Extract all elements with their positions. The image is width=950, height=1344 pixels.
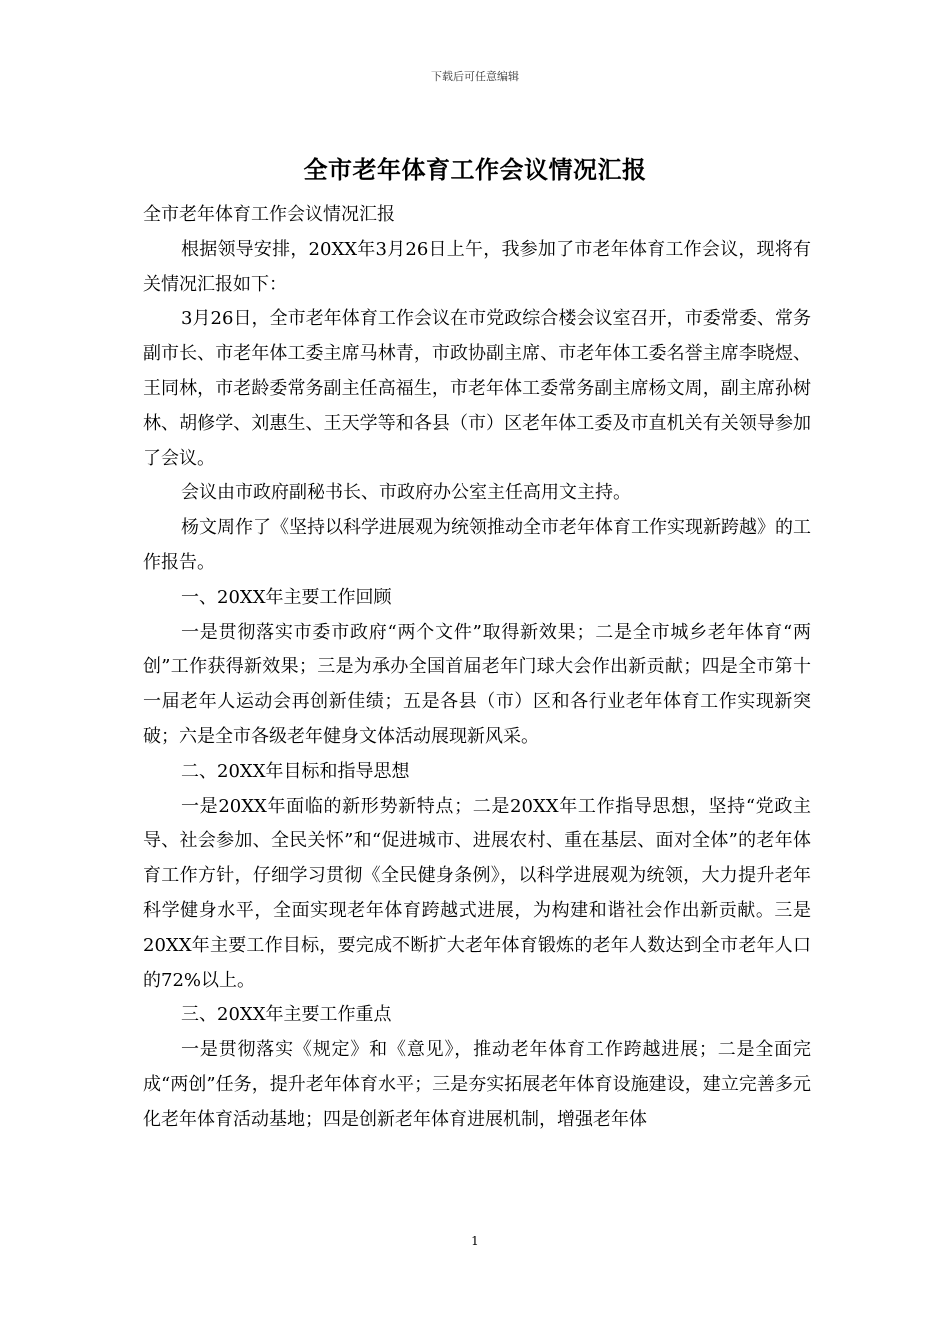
document-body [143, 198, 811, 1138]
subtitle-paragraph: 全市老年体育工作会议情况汇报 [143, 204, 395, 225]
meeting-attendees-paragraph: 3月26日，全市老年体育工作会议在市党政综合楼会议室召开，市委常委、常务副市长、市老年体工委主席马林青，市政协副主席、市老年体工委名誉主席李晓煜、王同林，市老龄委常务副主任高福生，市老年体工委常务副主席杨文周，副主席孙树林、胡修学、刘惠生、王天学等和各县（市）区老年体工委及市直机关有关领导参加了会议。 [143, 308, 811, 469]
section-heading-3: 三、20XX年主要工作重点 [181, 1004, 392, 1026]
work-report-paragraph: 杨文周作了《坚持以科学进展观为统领推动全市老年体育工作实现新跨越》的工作报告。 [143, 517, 811, 573]
section-2-paragraph: 一是20XX年面临的新形势新特点；二是20XX年工作指导思想，坚持“党政主导、社会参加、全民关怀”和“促进城市、进展农村、重在基层、面对全体”的老年体育工作方针，仔细学习贯彻《全民健身条例》，以科学进展观为统领，大力提升老年科学健身水平，全面实现老年体育跨越式进展，为构建和谐社会作出新贡献。三是20XX年主要工作目标，要完成不断扩大老年体育锻炼的老年人数达到全市老年人口的72%以上。 [143, 795, 811, 991]
section-3-paragraph: 一是贯彻落实《规定》和《意见》，推动老年体育工作跨越进展；二是全面完成“两创”任务，提升老年体育水平；三是夯实拓展老年体育设施建设，建立完善多元化老年体育活动基地；四是创新老年体育进展机制，增强老年体 [143, 1039, 811, 1130]
meeting-host-paragraph: 会议由市政府副秘书长、市政府办公室主任高用文主持。 [181, 482, 631, 504]
section-heading-1: 一、20XX年主要工作回顾 [181, 586, 392, 608]
page-number: 1 [471, 1234, 479, 1248]
section-1-paragraph: 一是贯彻落实市委市政府“两个文件”取得新效果；二是全市城乡老年体育“两创”工作获得新效果；三是为承办全国首届老年门球大会作出新贡献；四是全市第十一届老年人运动会再创新佳绩；五是各县（市）区和各行业老年体育工作实现新突破；六是全市各级老年健身文体活动展现新风采。 [143, 621, 811, 747]
document-title: 全市老年体育工作会议情况汇报 [303, 155, 647, 184]
page-header-note: 下载后可任意编辑 [431, 70, 519, 83]
section-heading-2: 二、20XX年目标和指导思想 [181, 760, 410, 782]
intro-paragraph: 根据领导安排，20XX年3月26日上午，我参加了市老年体育工作会议，现将有关情况汇报如下： [143, 238, 811, 295]
